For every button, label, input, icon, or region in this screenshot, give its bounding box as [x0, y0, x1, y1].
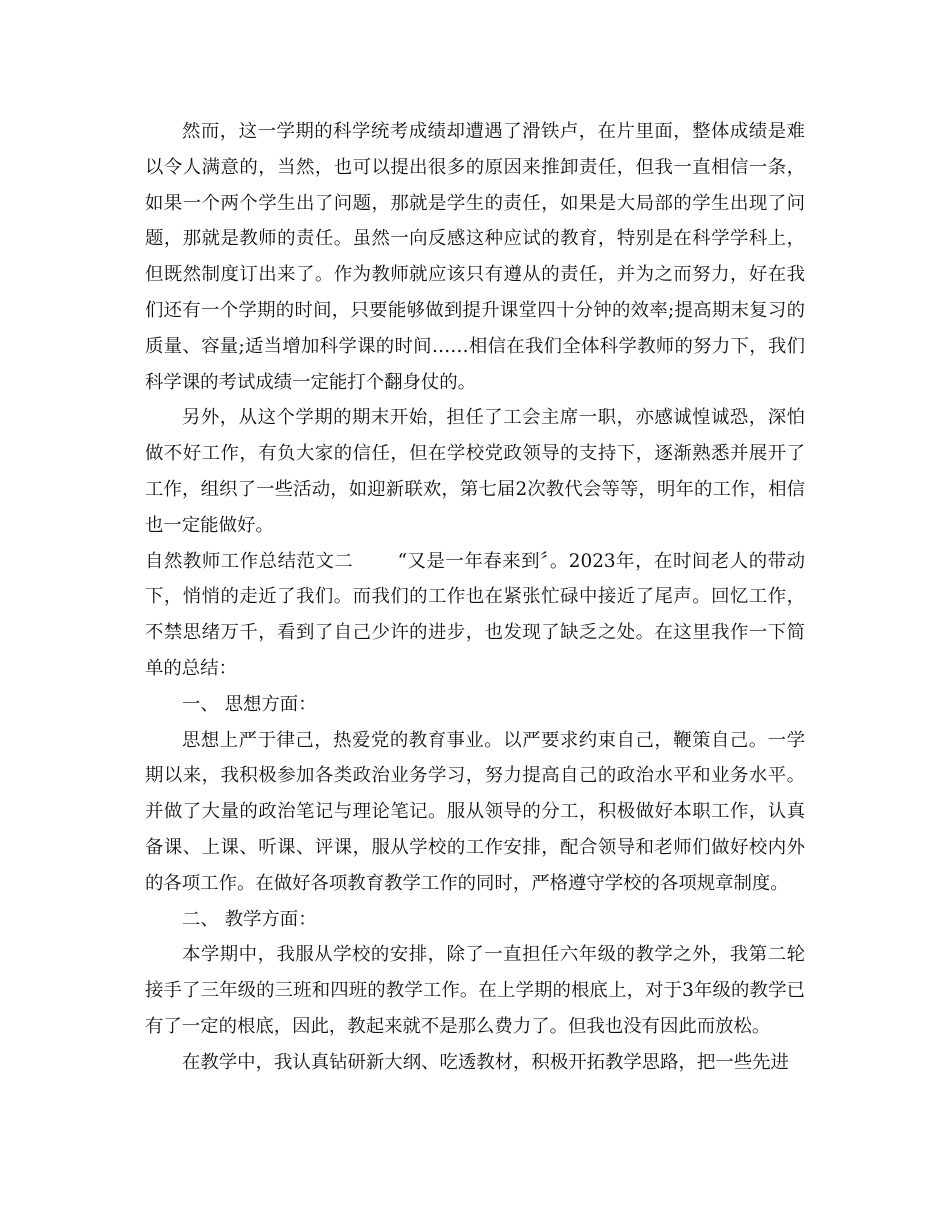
paragraph-teaching-method: 在教学中，我认真钻研新大纲、吃透教材，积极开拓教学思路，把一些先进 [182, 1051, 789, 1073]
paragraph-summary-two-intro: 自然教师工作总结范文二 “又是一年春来到〞。2023年，在时间老人的带动下，悄悄的走近了我们。而我们的工作也在紧张忙碌中接近了尾声。回忆工作，不禁思绪万千，看到了自己少许的进步，也发现了缺乏之处。在这里我作一下简单的总结： [145, 550, 805, 679]
section-heading-teaching: 二、 教学方面： [182, 908, 317, 930]
section-heading-thought: 一、 思想方面： [182, 693, 317, 715]
paragraph-union-chair: 另外，从这个学期的期末开始，担任了工会主席一职，亦感诚惶诚恐，深怕做不好工作，有负大家的信任，但在学校党政领导的支持下，逐渐熟悉并展开了工作，组织了一些活动，如迎新联欢，第七届2次教代会等等，明年的工作，相信也一定能做好。 [145, 407, 805, 536]
document-body [145, 114, 805, 1081]
paragraph-science-exam: 然而，这一学期的科学统考成绩却遭遇了滑铁卢，在片里面，整体成绩是难以令人满意的，当然，也可以提出很多的原因来推卸责任，但我一直相信一条，如果一个两个学生出了问题，那就是学生的责任，如果是大局部的学生出现了问题，那就是教师的责任。虽然一向反感这种应试的教育，特别是在科学学科上，但既然制度订出来了。作为教师就应该只有遵从的责任，并为之而努力，好在我们还有一个学期的时间，只要能够做到提升课堂四十分钟的效率;提高期末复习的质量、容量;适当增加科学课的时间……相信在我们全体科学教师的努力下，我们科学课的考试成绩一定能打个翻身仗的。 [145, 121, 805, 393]
paragraph-thought: 思想上严于律己，热爱党的教育事业。以严要求约束自己，鞭策自己。一学期以来，我积极参加各类政治业务学习，努力提高自己的政治水平和业务水平。并做了大量的政治笔记与理论笔记。服从领导的分工，积极做好本职工作，认真备课、上课、听课、评课，服从学校的工作安排，配合领导和老师们做好校内外的各项工作。在做好各项教育教学工作的同时，严格遵守学校的各项规章制度。 [145, 729, 805, 894]
paragraph-teaching-arrangement: 本学期中，我服从学校的安排，除了一直担任六年级的教学之外，我第二轮接手了三年级的三班和四班的教学工作。在上学期的根底上，对于3年级的教学已有了一定的根底，因此，教起来就不是那么费力了。但我也没有因此而放松。 [145, 944, 805, 1037]
